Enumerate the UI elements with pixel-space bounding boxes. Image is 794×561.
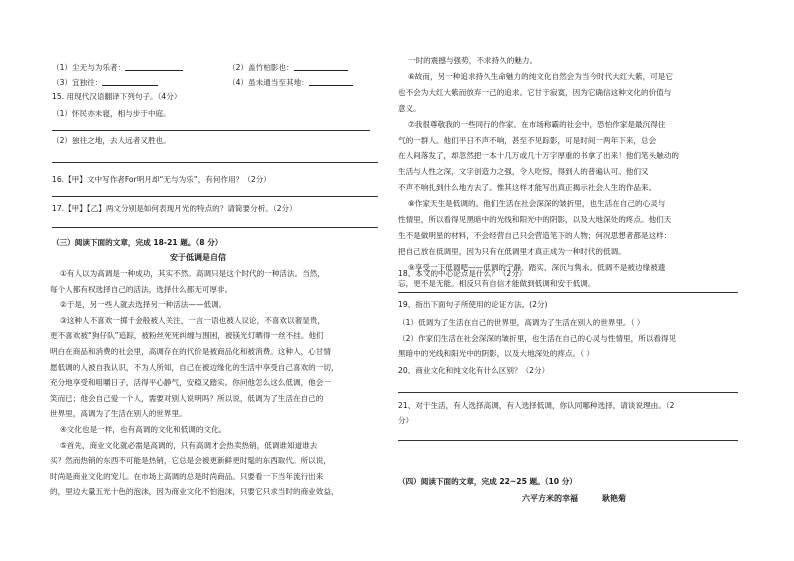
paragraph-line: 笑而已；他会自己爱一个人，需要对别人说明吗？所以说，低调为了生活在自己的 bbox=[50, 393, 324, 403]
section-4-heading: （四）阅读下面的文章，完成 22~25 题。（10 分） bbox=[398, 477, 577, 486]
answer-blank[interactable] bbox=[102, 77, 158, 86]
q19-sentence-1: （1）低调为了生活在自己的世界里，高调为了生活在别人的世界里。（ ） bbox=[398, 318, 645, 327]
paragraph-line: ⑤首先，商业文化就必需是高调的，只有高调才会热卖热销，低调谁知道谁去 bbox=[60, 440, 318, 450]
answer-line[interactable] bbox=[52, 162, 378, 163]
paragraph-line: 充分地享受和咀嚼日子，活得平心静气，安稳又踏实。你问他怎么这么低调，他会一 bbox=[50, 378, 331, 388]
q17: 17.【甲】【乙】两文分别是如何表现月光的特点的？请简要分析。（2分） bbox=[52, 204, 297, 213]
answer-line[interactable] bbox=[398, 440, 738, 441]
paragraph-line: ⑨享受一下低调吧——低调的宁静、踏实、深沉与隽永。低调不是被边缘被遗 bbox=[408, 262, 666, 272]
paragraph-line: ⑦我很尊敬我的一些同行的作家。在市场称霸的社会中，恐怕作家是最沉得住 bbox=[408, 119, 666, 129]
paragraph-line: 不声不响扎到什么地方去了。惟其这样才能写出真正揭示社会人生的作品来。 bbox=[398, 183, 657, 193]
paragraph-line: 愿低调的人被自我认识，不为人所知，自己在被边缘化的生活中享受自己喜欢的一切， bbox=[50, 362, 339, 372]
paragraph-line: 每个人都有权选择自己的活法，选择什么都无可厚非。 bbox=[50, 284, 233, 294]
paragraph-line: ③这种人不喜欢一掷千金般被人关注，一言一语也被人议论，不喜欢以奢显贵， bbox=[60, 315, 325, 325]
paragraph-line: 在人间落发了，却忽然把一本十几万或几十万字厚重的书拿了出来！他们笔头触动的 bbox=[398, 151, 679, 161]
paragraph-line: ①有人以为高调是一种成功，其实不然。高调只是这个时代的一种活法。当然， bbox=[60, 269, 325, 278]
paragraph-line: 更不喜欢被“狗仔队”追踪，被粉丝死死纠缠与围困，被镁光灯晒得一丝不挂。他们 bbox=[50, 331, 324, 341]
paragraph-line: 意义。 bbox=[398, 103, 421, 113]
answer-line[interactable] bbox=[52, 130, 370, 131]
answer-line[interactable] bbox=[398, 292, 738, 293]
answer-blank[interactable] bbox=[309, 77, 353, 86]
paragraph-line: 忘，更不是无能。相反只有自信才能做到低调和安于低调。 bbox=[398, 278, 596, 288]
answer-line[interactable] bbox=[52, 227, 378, 228]
paragraph-line: 把自己放在低调里，因为只有在低调里才真正成为一种时代的低调。 bbox=[398, 246, 626, 256]
paragraph-line: 气的一群人。他们平日不声不响，甚至不见踪影，可是时间一两年下来，总会 bbox=[398, 135, 657, 145]
paragraph-line: 性情里，所以看得见黑暗中的光线和阳光中的阴影，以及大地深处的疼点。他们天 bbox=[398, 215, 672, 224]
paragraph-line: ②于是，另一些人就去选择另一种活法——低调。 bbox=[60, 300, 227, 310]
paragraph-line: 买？然而热销的东西不可能是热销，它总是会被更新鲜更时髦的东西取代。所以说， bbox=[50, 456, 331, 466]
fill-item-4: （4）虽未通当至其地： bbox=[228, 77, 353, 87]
paragraph-line: 明白在商品和消费的社会里，高调存在的代价是被商品化和被消费。这种人，心甘情 bbox=[50, 347, 331, 356]
q18: 18、本文的中心论点是什么？（2分） bbox=[398, 269, 527, 278]
paragraph-line: 生活与人性之深，文字创造力之强，令人吃惊，得到人的普遍认可。他们又 bbox=[398, 167, 649, 177]
paragraph-line: ⑥故而，另一种追求持久生命魅力的纯文化自然会为当今时代大红大紫，可是它 bbox=[408, 71, 673, 81]
paragraph-line: 生不是做明星的材料，不会经营自己只会营造笔下的人物；何况思想者都是这样： bbox=[398, 230, 672, 240]
q19-stem: 19、指出下面句子所使用的论证方法。(2分) bbox=[398, 300, 548, 309]
q19-sentence-2a: （2）作家们生活在社会深深的皱折里，也生活在自己的心灵与性情里，所以看得见 bbox=[398, 334, 677, 343]
q16: 16.【甲】文中写作者For明月却“无与为乐”，有何作用？（2分） bbox=[52, 175, 271, 184]
paragraph-line: 的，里边大量五光十色的泡沫，因为商业文化不怕泡沫，只要它只求当时的商业效益， bbox=[50, 487, 339, 497]
fill-item-2: （2）盖竹柏影也： bbox=[228, 62, 348, 72]
q15-sentence-1: （1）怀民亦未寝，相与步于中庭。 bbox=[52, 109, 171, 118]
q19-sentence-2b: 黑暗中的光线和阳光中的阴影，以及大地深处的疼点。（ ） bbox=[398, 349, 595, 358]
answer-blank[interactable] bbox=[294, 62, 348, 71]
q15-stem: 15. 用现代汉语翻译下列句子。（4分） bbox=[52, 92, 182, 101]
fill-item-3: （3）宜独往： bbox=[52, 77, 158, 87]
section-3-heading: （三）阅读下面的文章，完成 18-21 题。（8 分） bbox=[52, 238, 223, 247]
answer-line[interactable] bbox=[52, 196, 378, 197]
q21-line-2: 分） bbox=[398, 416, 414, 425]
paragraph-line: 世界里，高调为了生活在别人的世界里。 bbox=[50, 409, 187, 419]
q21-line-1: 21、对于生活，有人选择高调，有人选择低调，你认同哪种选择，请谈说理由。（2 bbox=[398, 401, 675, 410]
essay-4-title: 六平方米的幸福 bbox=[522, 494, 578, 503]
q20: 20、商业文化和纯文化有什么区别？（2分） bbox=[398, 366, 550, 375]
essay-4-author: 耿艳菊 bbox=[602, 494, 626, 503]
paragraph-line: 也不会为大红大紫而放弃一己的追求。它甘于寂寞，因为它确信这种文化的价值与 bbox=[398, 87, 672, 97]
q15-sentence-2: （2）独往之地，去人远者又胜也。 bbox=[52, 136, 171, 145]
fill-item-1: （1）尘无与为乐者： bbox=[52, 62, 183, 72]
answer-line[interactable] bbox=[398, 392, 738, 393]
essay-title: 安于低调是自信 bbox=[170, 253, 226, 262]
paragraph-line: ④文化也是一样，也有高调的文化和低调的文化。 bbox=[60, 425, 227, 434]
paragraph-line: 一时的震撼与强势，不求持久的魅力。 bbox=[408, 56, 538, 65]
paragraph-line: ⑧作家天生是低调的。他们生活在社会深深的皱折里，也生活在自己的心灵与 bbox=[408, 199, 666, 209]
answer-blank[interactable] bbox=[125, 62, 183, 71]
paragraph-line: 时尚是商业文化的宠儿。在市场上高调的总是时尚商品。只要看一下当年流行出来 bbox=[50, 471, 324, 481]
